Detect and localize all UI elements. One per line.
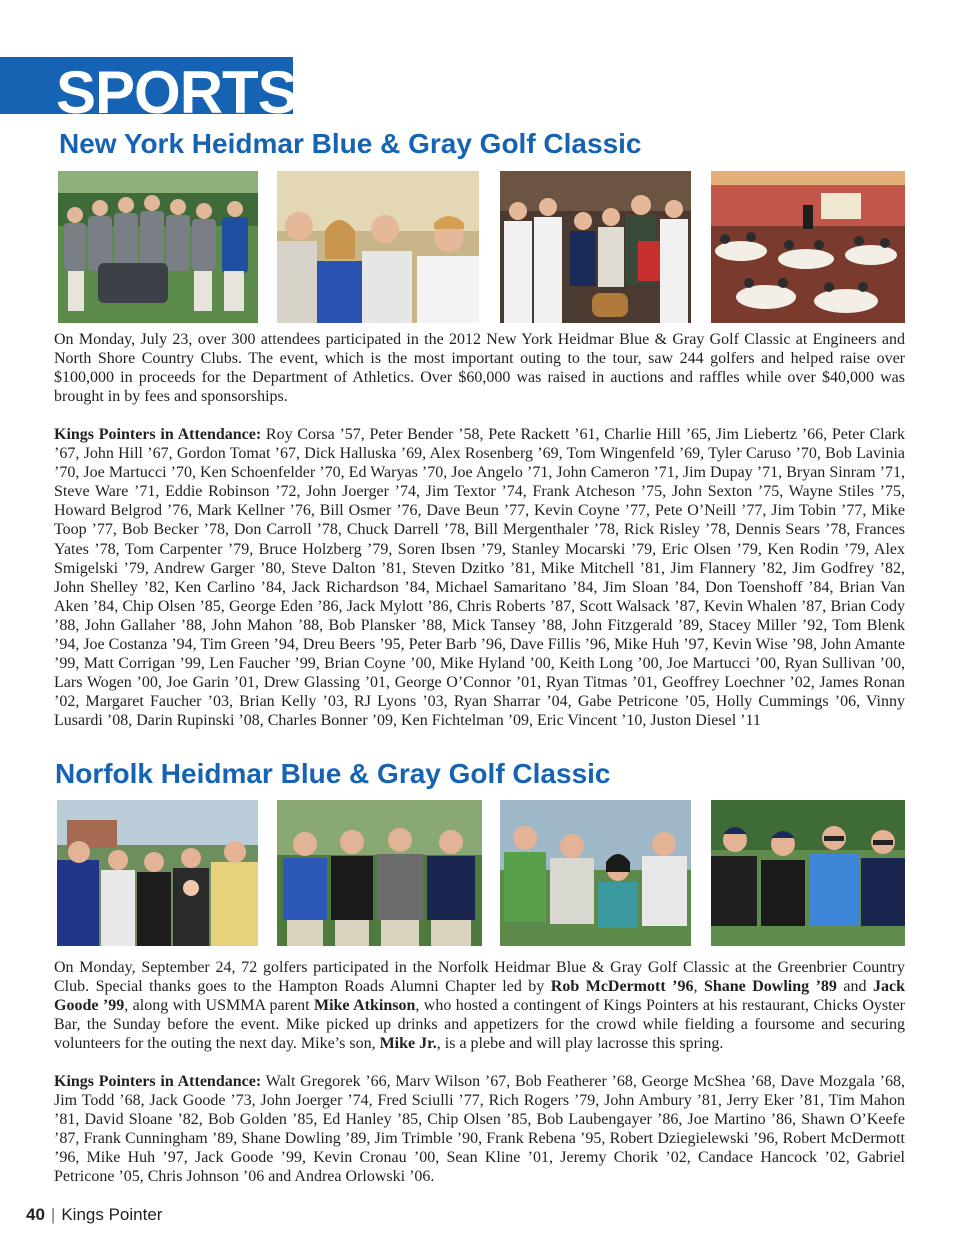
name-mike-jr: Mike Jr. bbox=[379, 1035, 437, 1053]
norfolk-attendance-label: Kings Pointers in Attendance: bbox=[54, 1073, 262, 1090]
page-footer bbox=[26, 1205, 162, 1225]
ny-photo-banquet bbox=[711, 171, 905, 323]
ny-photo-golfers bbox=[58, 171, 258, 323]
norfolk-photo-trio bbox=[500, 800, 691, 946]
norfolk-summary-part: , bbox=[693, 978, 704, 996]
page-number: 40 bbox=[26, 1205, 45, 1224]
norfolk-photo-family bbox=[57, 800, 258, 946]
norfolk-summary-part: , is a plebe and will play lacrosse this spring. bbox=[436, 1035, 724, 1053]
ny-photo-guests bbox=[277, 171, 479, 323]
norfolk-summary-part: On Monday, September 24, 72 golfers participated in the Norfolk Heidmar Blue & Gray Golf Classic at the Greenbrier Country Club. Special thanks goes to the Hampton Roads Alumni Chapter led by bbox=[54, 959, 905, 996]
ny-attendance-label: Kings Pointers in Attendance: bbox=[54, 426, 262, 443]
name-rob-mcdermott: Rob McDermott ’96 bbox=[550, 978, 694, 996]
name-shane-dowling: Shane Dowling ’89 bbox=[703, 978, 837, 996]
norfolk-event-summary bbox=[54, 958, 905, 1053]
ny-event-title: New York Heidmar Blue & Gray Golf Classic bbox=[59, 128, 642, 159]
norfolk-attendance bbox=[54, 1072, 905, 1187]
norfolk-summary-part: , along with USMMA parent bbox=[124, 997, 314, 1015]
ny-attendance bbox=[54, 425, 905, 731]
name-mike-atkinson: Mike Atkinson bbox=[313, 997, 416, 1015]
norfolk-summary-part: and bbox=[836, 978, 873, 996]
norfolk-photo-foursome bbox=[277, 800, 482, 946]
norfolk-event-title: Norfolk Heidmar Blue & Gray Golf Classic bbox=[55, 758, 611, 789]
norfolk-summary-part: , who hosted a contingent of Kings Pointers at his restaurant, Chicks Oyster Bar, the Sunday before the event. Mike picked up drinks and appetizers for the crowd while fielding a foursome and securing volunteers for the outing the next day. Mike’s son, bbox=[54, 997, 906, 1053]
norfolk-attendance-list: Walt Gregorek ’66, Marv Wilson ’67, Bob Featherer ’68, George McShea ’68, Dave Mozgala ’68, Jim Todd ’68, Jack Goode ’73, John Joerger ’74, Fred Sciulli ’77, Rich Rogers ’79, John Ambury ’81, Jerry Eker ’81, Tim Mahon ’81, David Sloane ’82, Bob Golden ’85, Ed Hanley ’85, Chip Olsen ’85, Bob Laubengayer ’86, Joe Martino ’86, Shawn O’Keefe ’87, Frank Cunningham ’89, Shane Dowling ’89, Jim Trimble ’90, Frank Rebena ’95, Robert Dziegielewski ’96, Robert McDermott ’96, Mike Huh ’97, Jack Goode ’99, Kevin Cronau ’00, Sean Kline ’01, Jeremy Chorik ’02, Candace Hancock ’02, Gabriel Petricone ’05, Chris Johnson ’06 and Andrea Orlowski ’06. bbox=[54, 1073, 906, 1186]
section-heading: SPORTS bbox=[56, 59, 297, 126]
ny-photo-midshipmen bbox=[500, 171, 691, 323]
footer-separator: | bbox=[50, 1205, 56, 1224]
name-jack-goode: Jack Goode ’99 bbox=[54, 978, 905, 1015]
publication-name: Kings Pointer bbox=[61, 1205, 163, 1224]
norfolk-photo-sunglasses bbox=[711, 800, 905, 946]
ny-event-summary: On Monday, July 23, over 300 attendees participated in the 2012 New York Heidmar Blue & Gray Golf Classic at Engineers and North Shore Country Clubs. The event, which is the most important outing to the tour, saw 244 golfers and helped raise over $100,000 in proceeds for the Department of Athletics. Over $60,000 was raised in auctions and raffles while over $40,000 was brought in by fees and sponsorships. bbox=[54, 331, 905, 406]
ny-attendance-list: Roy Corsa ’57, Peter Bender ’58, Pete Rackett ’61, Charlie Hill ’65, Jim Liebertz ’66, Peter Clark ’67, John Hill ’67, Gordon Tomat ’67, Dick Halluska ’69, Alex Rosenberg ’69, Tom Wingenfeld ’69, Tyler Caruso ’70, Bob Lavinia ’70, Joe Martucci ’70, Ken Schoenfelder ’70, Ed Waryas ’70, Joe Angelo ’71, John Cameron ’71, Jim Dupay ’71, Bryan Sinram ’71, Steve Ware ’71, Eddie Robinson ’72, John Joerger ’74, Jim Textor ’74, Frank Atcheson ’75, John Sexton ’75, Wayne Stiles ’75, Howard Belgrod ’76, Mark Kellner ’76, Bill Osmer ’76, Dave Beun ’77, Kevin Coyne ’77, Pete O’Neill ’77, Jim Tobin ’77, Mike Toop ’77, Bob Becker ’78, Don Carroll ’78, Chuck Darrell ’78, Bill Mergenthaler ’78, Rick Risley ’78, Dennis Sears ’78, Frances Yates ’78, Tom Carpenter ’79, Bruce Holzberg ’79, Soren Ibsen ’79, Stanley Mocarski ’79, Eric Olsen ’79, Ken Rodin ’79, Alex Smigelski ’79, Andrew Garger ’80, Steve Dalton ’81, Steven Dzitko ’81, Mike Mitchell ’81, Jim Flannery ’82, Jim Godfrey ’82, John Shelley ’82, Ken Carlino ’84, Jack Richardson ’84, Michael Samaritano ’84, Jim Sloan ’84, Don Toenshoff ’84, Brian Van Aken ’84, Chip Olsen ’85, George Eden ’86, Jack Mylott ’86, Chris Roberts ’87, Scott Walsack ’87, Kevin Whalen ’87, Brian Cody ’88, John Gallaher ’88, John Mahon ’88, Bob Plansker ’88, Mick Tansey ’88, John Fitzgerald ’89, Stacey Miller ’92, Tom Blenk ’94, Joe Costanza ’94, Tim Green ’94, Dreu Beers ’95, Peter Barb ’96, Dave Fillis ’96, Mike Huh ’97, Kevin Wise ’98, John Amante ’99, Matt Corrigan ’99, Len Faucher ’99, Brian Coyne ’00, Mike Hyland ’00, Keith Long ’00, Joe Martucci ’00, Ryan Sullivan ’00, Lars Wogen ’00, Joe Garin ’01, Drew Glassing ’01, George O’Connor ’01, Ryan Titmas ’01, Geoffrey Loechner ’02, James Ronan ’02, Margaret Faucher ’03, Brian Kelly ’03, RJ Lyons ’03, Ryan Sharrar ’04, Gabe Petricone ’05, Holly Cummings ’06, Vinny Lusardi ’08, Darin Rupinski ’08, Charles Bonner ’09, Ken Fichtelman ’09, Eric Vincent ’10, Juston Diesel ’11 bbox=[54, 426, 906, 730]
